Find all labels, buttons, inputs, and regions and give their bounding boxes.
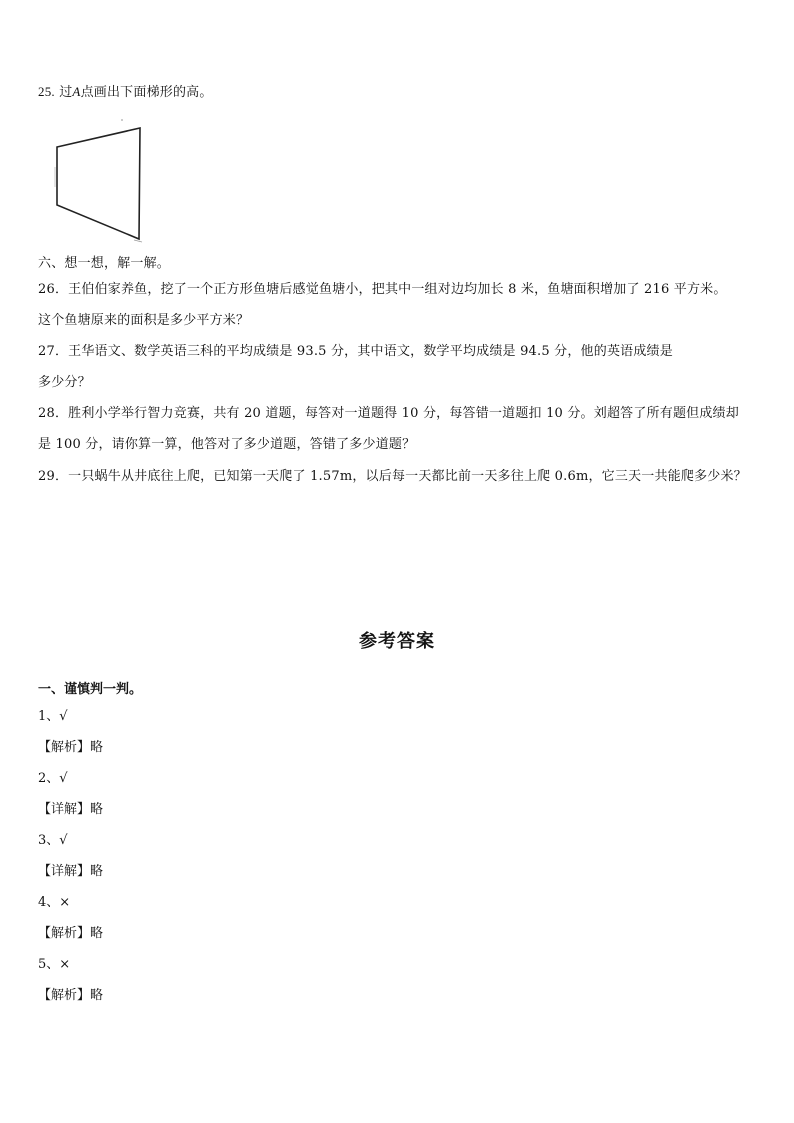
question-27-line1: 27．王华语文、数学英语三科的平均成绩是 93.5 分，其中语文，数学平均成绩是 94.5 分，他的英语成绩是 (38, 344, 673, 359)
answers-section-heading: 一、谨慎判一判。 (38, 682, 143, 697)
question-28-line2: 是 100 分，请你算一算，他答对了多少道题，答错了多少道题？ (38, 437, 416, 452)
question-27-line2: 多少分？ (38, 375, 91, 390)
point-label: A (72, 84, 81, 99)
answer-note: 【解析】略 (38, 740, 104, 755)
answers-title: 参考答案 (359, 631, 435, 652)
trapezoid-shape (57, 128, 140, 239)
question-26-line2: 这个鱼塘原来的面积是多少平方米？ (38, 313, 250, 328)
section-heading: 六、想一想，解一解。 (38, 256, 171, 271)
question-25 (38, 84, 213, 101)
trapezoid-diagram (38, 112, 158, 251)
question-29: 29．一只蜗牛从井底往上爬，已知第一天爬了 1.57m，以后每一天都比前一天多往上爬 0.6m，它三天一共能爬多少米？ (38, 469, 747, 484)
scan-mark (134, 240, 142, 242)
question-28-line1: 28．胜利小学举行智力竞赛，共有 20 道题，每答对一道题得 10 分，每答错一道题扣 10 分。刘超答了所有题但成绩却 (38, 406, 739, 421)
question-number: 25. (38, 84, 55, 99)
trapezoid-figure (38, 112, 158, 247)
answer-note: 【解析】略 (38, 926, 104, 941)
question-text: 点画出下面梯形的高。 (80, 85, 213, 100)
answer-item: 4、× (38, 895, 71, 910)
answer-note: 【解析】略 (38, 988, 104, 1003)
answer-note: 【详解】略 (38, 864, 104, 879)
answer-item: 3、√ (38, 833, 68, 848)
answer-item: 2、√ (38, 771, 68, 786)
question-text: 过 (59, 85, 73, 100)
answer-item: 1、√ (38, 709, 68, 724)
answer-note: 【详解】略 (38, 802, 104, 817)
question-26-line1: 26．王伯伯家养鱼，挖了一个正方形鱼塘后感觉鱼塘小，把其中一组对边均加长 8 米，鱼塘面积增加了 216 平方米。 (38, 282, 727, 297)
answer-item: 5、× (38, 957, 71, 972)
